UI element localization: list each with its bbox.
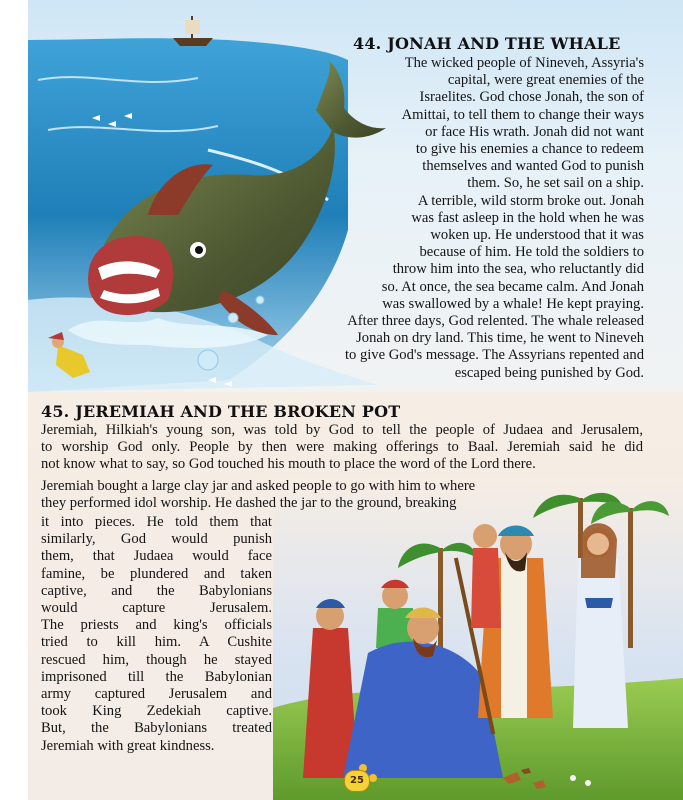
story-45-column-line: tried to kill him. A Cushite (41, 634, 272, 651)
story-45-column-line: Jeremiah with great kindness. (41, 737, 215, 754)
story-45-column-line: took King Zedekiah captive. (41, 703, 272, 720)
story-44-text-line: was fast asleep in the hold when he was (411, 209, 644, 226)
story-45-wide-text (41, 478, 521, 512)
story-45-intro (41, 422, 643, 474)
story-45-column-line: But, the Babylonians treated (41, 720, 272, 737)
story-44-text-line: capital, were great enemies of the (447, 72, 644, 89)
story-44-text-line: themselves and wanted God to punish (422, 158, 644, 175)
story-44-text-line: was swallowed by a whale! He kept praying. (382, 295, 644, 312)
story-45-column-text (41, 514, 272, 755)
book-page (28, 0, 683, 800)
jeremiah-breaking-pot-icon (273, 478, 683, 800)
story-44-text-line: escaped being punished by God. (454, 364, 644, 381)
story-44-text (224, 55, 644, 382)
story-45-wide-line: Jeremiah bought a large clay jar and asked people to go with him to where (41, 478, 476, 494)
story-44-text-line: Israelites. God chose Jonah, the son of (419, 89, 644, 106)
story-45-column-line: rescued him, though he stayed (41, 651, 272, 668)
story-44-text-line: woken up. He understood that it was (430, 227, 644, 244)
story-45-column-line: it into pieces. He told them that (41, 514, 272, 530)
story-45-intro-line: not know what to say, so God touched his mouth to place the word of the Lord there. (41, 456, 536, 473)
story-44-text-line: or face His wrath. Jonah did not want (425, 123, 644, 140)
story-44-text-line: because of him. He told the soldiers to (419, 244, 644, 261)
story-45-intro-line: to worship God only. People by then were making offerings to Baal. Jeremiah said he did (41, 439, 643, 456)
story-45-intro-line: Jeremiah, Hilkiah's young son, was told by God to tell the people of Judaea and Jerusalem, (41, 422, 643, 438)
story-45-column-line: similarly, God would punish (41, 531, 272, 548)
story-44-text-line: Amittai, to tell them to change their ways (401, 106, 644, 123)
story-44-text-line: throw him into the sea, who reluctantly did (392, 261, 644, 278)
story-44-text-line: A terrible, wild storm broke out. Jonah (417, 192, 644, 209)
story-44-text-line: After three days, God relented. The whale released (347, 313, 644, 330)
page-number: 25 (344, 770, 370, 792)
story-45-column-line: The priests and king's officials (41, 617, 272, 634)
story-44-text-line: The wicked people of Nineveh, Assyria's (404, 55, 644, 71)
story-45-wide-line: they performed idol worship. He dashed the jar to the ground, breaking (41, 495, 457, 512)
story-45-column-line: imprisoned till the Babylonian (41, 668, 272, 685)
story-44-title: 44. JONAH AND THE WHALE (353, 34, 621, 53)
story-45-column-line: them, that Judaea would face (41, 548, 272, 565)
story-44-text-line: Jonah on dry land. This time, he went to Nineveh (356, 330, 644, 347)
story-45-column-line: famine, be plundered and taken (41, 565, 272, 582)
story-44-text-line: them. So, he set sail on a ship. (467, 175, 644, 192)
story-44-text-line: to give God's message. The Assyrians repented and (344, 347, 644, 364)
story-45-column-line: would capture Jerusalem. (41, 600, 272, 617)
story-45-title: 45. JEREMIAH AND THE BROKEN POT (41, 402, 401, 421)
story-44-text-line: so. At once, the sea became calm. And Jonah (381, 278, 644, 295)
story-45-column-line: captive, and the Babylonians (41, 582, 272, 599)
story-44-text-line: to give his enemies a chance to redeem (415, 141, 644, 158)
story-45-column-line: army captured Jerusalem and (41, 686, 272, 703)
